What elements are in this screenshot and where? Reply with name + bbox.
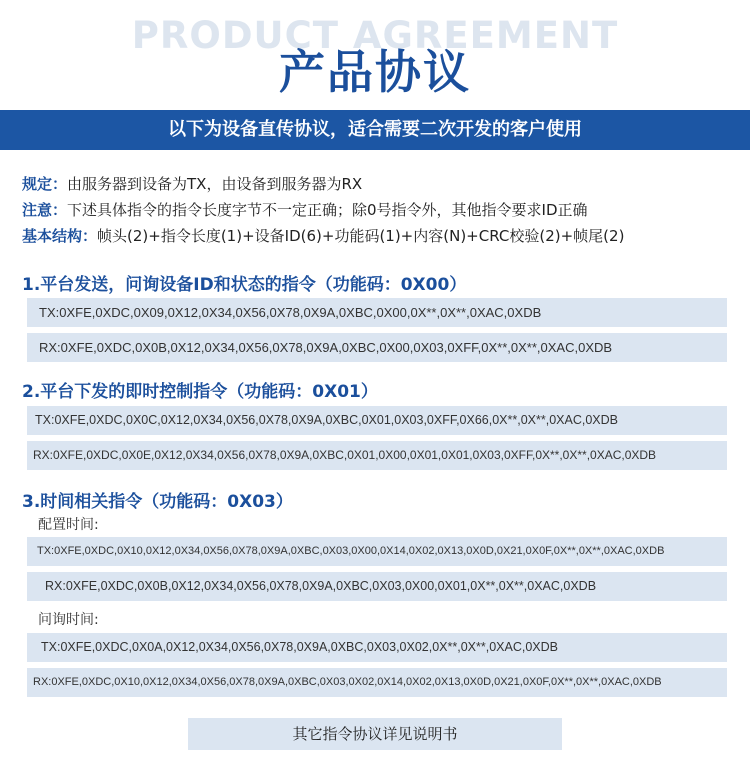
page-title: 产品协议: [279, 45, 471, 99]
code-row-s3-config-tx: TX:0XFE,0XDC,0X10,0X12,0X34,0X56,0X78,0X9A,0XBC,0X03,0X00,0X14,0X02,0X13,0X0D,0X21,0X0F,0X**,0X**,0XAC,0XDB: [27, 537, 727, 566]
header-watermark-text: PRODUCT AGREEMENT: [131, 14, 619, 57]
definition-value: 下述具体指令的指令长度字节不一定正确；除0号指令外，其他指令要求ID正确: [67, 201, 588, 219]
code-row-s3-config-rx: RX:0XFE,0XDC,0X0B,0X12,0X34,0X56,0X78,0X9A,0XBC,0X03,0X00,0X01,0X**,0X**,0XAC,0XDB: [27, 572, 727, 601]
intro-banner: 以下为设备直传协议，适合需要二次开发的客户使用: [0, 110, 750, 150]
query-time-label: 问询时间:: [38, 612, 99, 628]
code-row-s1-tx: TX:0XFE,0XDC,0X09,0X12,0X34,0X56,0X78,0X9A,0XBC,0X00,0X**,0X**,0XAC,0XDB: [27, 298, 727, 327]
section-3-title: 3.时间相关指令（功能码：0X03）: [22, 492, 293, 512]
code-row-s3-query-rx: RX:0XFE,0XDC,0X10,0X12,0X34,0X56,0X78,0X9A,0XBC,0X03,0X02,0X14,0X02,0X13,0X0D,0X21,0X0F,0X**,0X**,0XAC,0XDB: [27, 668, 727, 697]
section-2-title: 2.平台下发的即时控制指令（功能码：0X01）: [22, 382, 378, 402]
definition-value: 帧头(2)+指令长度(1)+设备ID(6)+功能码(1)+内容(N)+CRC校验(2)+帧尾(2): [97, 227, 625, 245]
definition-value: 由服务器到设备为TX，由设备到服务器为RX: [67, 175, 363, 193]
code-row-s2-rx: RX:0XFE,0XDC,0X0E,0X12,0X34,0X56,0X78,0X9A,0XBC,0X01,0X00,0X01,0X01,0X03,0XFF,0X**,0X**,0XAC,0XDB: [27, 441, 727, 470]
code-row-s3-query-tx: TX:0XFE,0XDC,0X0A,0X12,0X34,0X56,0X78,0X9A,0XBC,0X03,0X02,0X**,0X**,0XAC,0XDB: [27, 633, 727, 662]
header: [0, 0, 750, 110]
definition-key: 基本结构：: [22, 227, 98, 245]
definition-rule: [22, 171, 742, 197]
footer-note: 其它指令协议详见说明书: [188, 718, 562, 750]
definition-key: 规定：: [22, 175, 68, 193]
code-row-s2-tx: TX:0XFE,0XDC,0X0C,0X12,0X34,0X56,0X78,0X9A,0XBC,0X01,0X03,0XFF,0X66,0X**,0X**,0XAC,0XDB: [27, 406, 727, 435]
code-row-s1-rx: RX:0XFE,0XDC,0X0B,0X12,0X34,0X56,0X78,0X9A,0XBC,0X00,0X03,0XFF,0X**,0X**,0XAC,0XDB: [27, 333, 727, 362]
config-time-label: 配置时间:: [38, 517, 99, 533]
definition-structure: [22, 223, 742, 249]
definitions: [22, 171, 742, 249]
section-1-title: 1.平台发送，问询设备ID和状态的指令（功能码：0X00）: [22, 275, 467, 295]
definition-note: [22, 197, 742, 223]
definition-key: 注意：: [22, 201, 68, 219]
